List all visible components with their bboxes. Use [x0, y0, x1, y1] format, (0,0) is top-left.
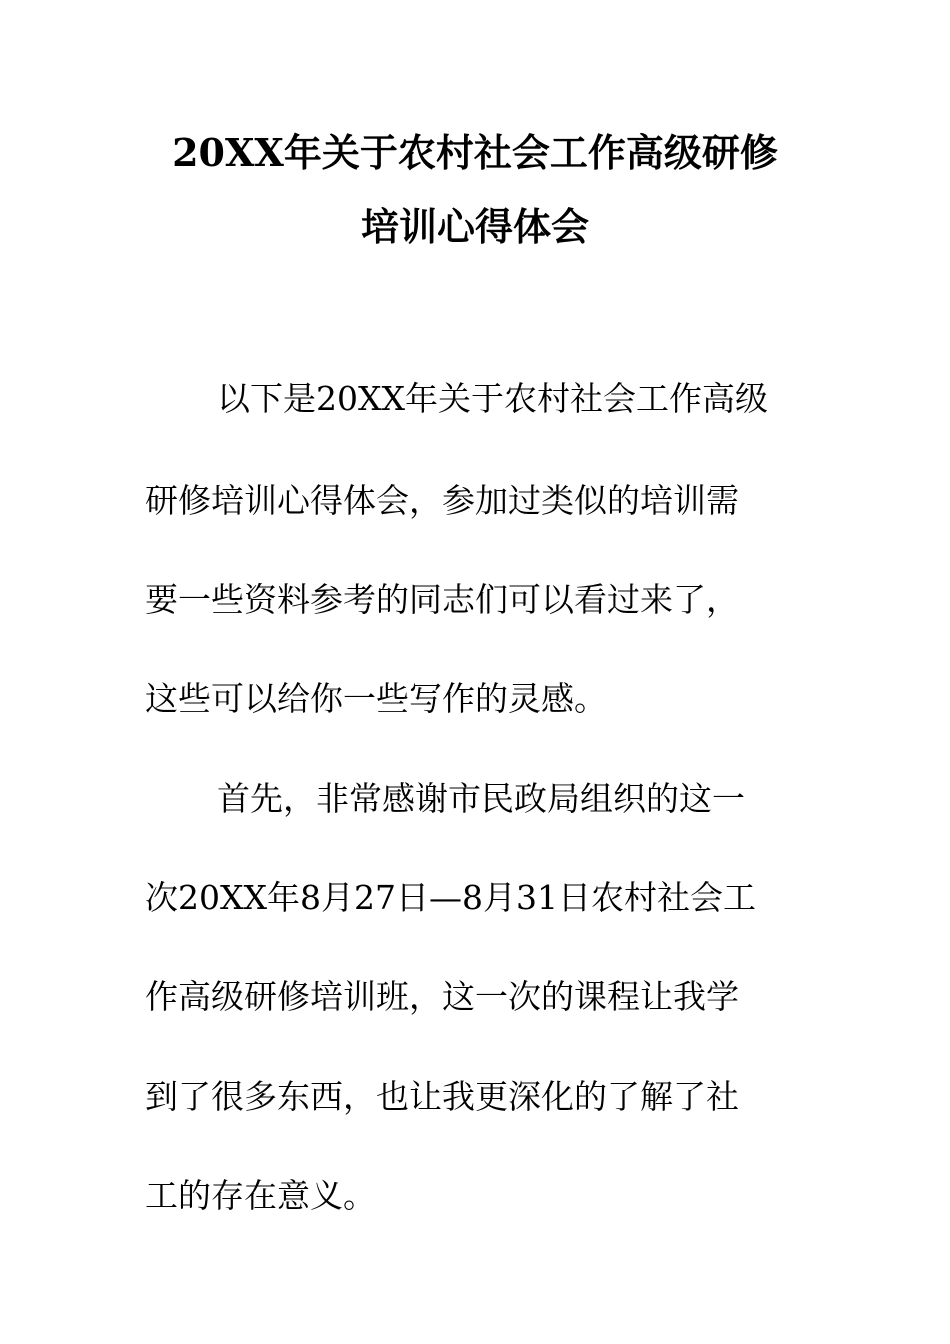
document-title-line-1: 20XX年关于农村社会工作高级研修 [172, 130, 778, 175]
paragraph-2-line-5: 工的存在意义。 [145, 1176, 376, 1215]
paragraph-1-line-2: 研修培训心得体会，参加过类似的培训需 [145, 481, 739, 520]
paragraph-1-line-1: 以下是20XX年关于农村社会工作高级 [217, 379, 768, 418]
paragraph-2-line-4: 到了很多东西，也让我更深化的了解了社 [145, 1077, 739, 1116]
paragraph-2-line-1: 首先，非常感谢市民政局组织的这一 [217, 779, 745, 818]
paragraph-2-line-3: 作高级研修培训班，这一次的课程让我学 [145, 977, 739, 1016]
document-title-line-2: 培训心得体会 [360, 204, 589, 249]
paragraph-1-line-3: 要一些资料参考的同志们可以看过来了， [145, 580, 739, 619]
paragraph-2-line-2: 次20XX年8月27日—8月31日农村社会工 [145, 878, 756, 917]
paragraph-1-line-4: 这些可以给你一些写作的灵感。 [145, 679, 607, 718]
